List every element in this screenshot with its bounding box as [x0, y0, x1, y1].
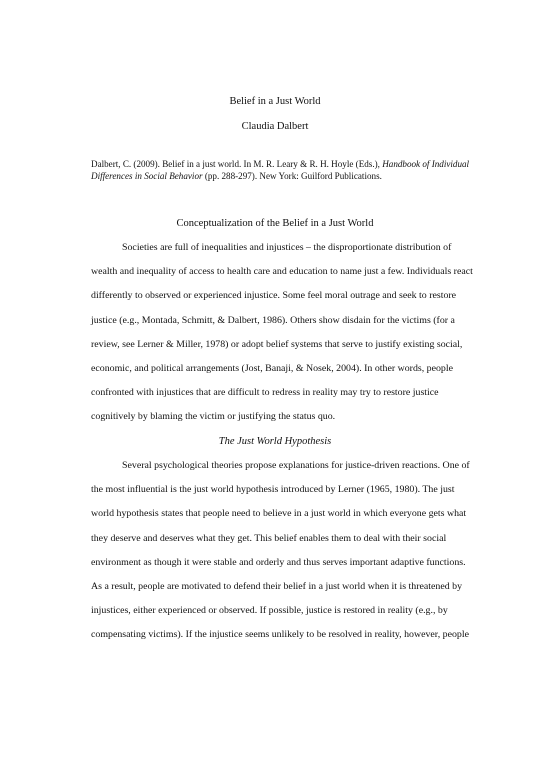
paragraph-line: the most influential is the just world hypothesis introduced by Lerner (1965, 1980). The just [91, 484, 455, 495]
paragraph-line: wealth and inequality of access to health care and education to name just a few. Individuals react [91, 266, 473, 277]
paragraph-line: world hypothesis states that people need to believe in a just world in which everyone gets what [91, 508, 467, 519]
citation-text: Dalbert, C. (2009). Belief in a just world. In M. R. Leary & R. H. Hoyle (Eds.), [91, 159, 383, 169]
section-heading: Conceptualization of the Belief in a Just World [176, 218, 374, 229]
citation-book-title-1: Handbook of Individual [382, 159, 470, 169]
paragraph-line: Societies are full of inequalities and injustices – the disproportionate distribution of [122, 242, 452, 253]
paragraph-line: compensating victims). If the injustice seems unlikely to be resolved in reality, however, people [91, 629, 469, 640]
author-name: Claudia Dalbert [241, 121, 309, 132]
citation-book-title-2: Differences in Social Behavior [91, 171, 203, 181]
paragraph-line: cognitively by blaming the victim or justifying the status quo. [91, 411, 336, 422]
paragraph-line: review, see Lerner & Miller, 1978) or adopt belief systems that serve to justify existing social, [91, 339, 463, 350]
paragraph-line: differently to observed or experienced injustice. Some feel moral outrage and seek to restore [91, 290, 457, 301]
subheading: The Just World Hypothesis [218, 436, 332, 447]
paragraph-line: environment as though it were stable and orderly and thus serves important adaptive functions. [91, 557, 466, 568]
paragraph-line: they deserve and deserves what they get. This belief enables them to deal with their social [91, 533, 447, 544]
paragraph-line: confronted with injustices that are difficult to redress in reality may try to restore justice [91, 387, 439, 398]
paragraph-line: injustices, either experienced or observed. If possible, justice is restored in reality (e.g., by [91, 605, 448, 616]
paragraph-line: As a result, people are motivated to defend their belief in a just world when it is threatened by [91, 581, 463, 592]
document-title: Belief in a Just World [229, 96, 321, 107]
paragraph-line: justice (e.g., Montada, Schmitt, & Dalbert, 1986). Others show disdain for the victims (for a [91, 315, 455, 326]
paragraph-line: economic, and political arrangements (Jost, Banaji, & Nosek, 2004). In other words, people [91, 363, 453, 374]
citation-pages-publisher: (pp. 288-297). New York: Guilford Publications. [202, 171, 382, 181]
paragraph-line: Several psychological theories propose explanations for justice-driven reactions. One of [122, 460, 470, 471]
citation [91, 158, 491, 182]
